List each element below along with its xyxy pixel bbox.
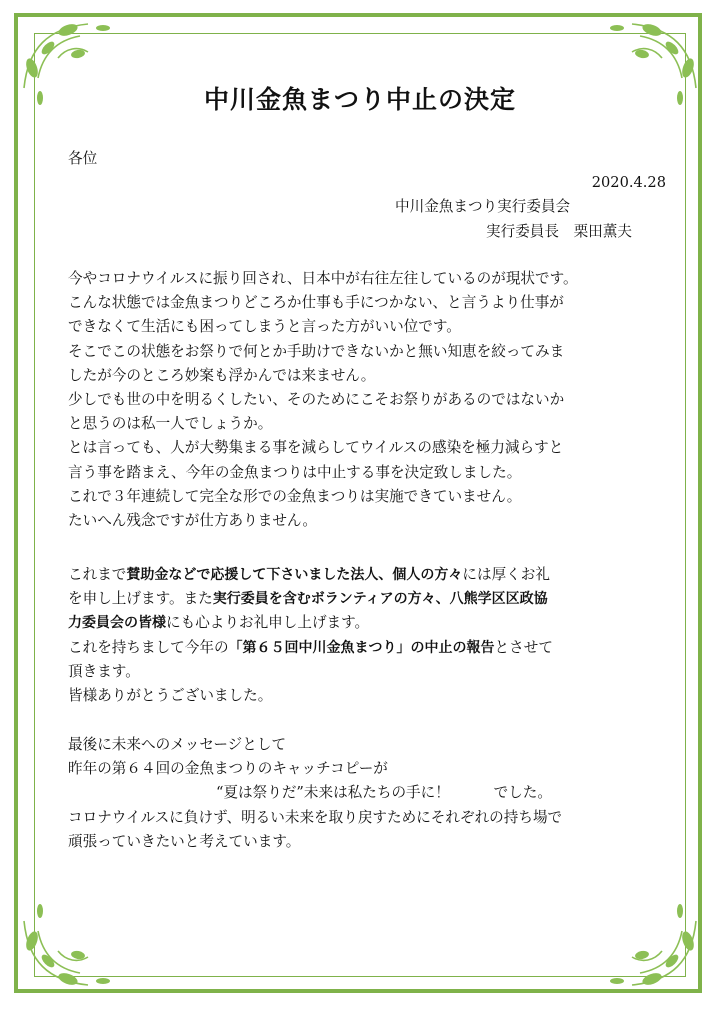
text-line: 頂きます。	[68, 662, 140, 680]
text-run: を申し上げます。また	[68, 590, 213, 608]
text-run: とさせて	[494, 638, 553, 656]
floral-corner-bottom-left	[18, 881, 138, 991]
text-run: これまで	[68, 566, 127, 583]
text-line: 最後に未来へのメッセージとして	[68, 736, 287, 753]
paragraph-2	[68, 563, 668, 708]
text-line: 少しでも世の中を明るくしたい、そのためにこそお祭りがあるのではないか	[68, 391, 565, 409]
text-line	[68, 611, 668, 635]
text-line: 昨年の第６４回の金魚まつりのキャッチコピーが	[68, 760, 388, 778]
text-line: したが今のところ妙案も浮かんでは来ません。	[68, 366, 376, 384]
date: 2020.4.28	[591, 174, 666, 192]
text-line: こんな状態では金魚まつりどころか仕事も手につかない、と言うより仕事が	[68, 294, 564, 312]
text-run: これを持ちまして今年の	[68, 638, 229, 656]
text-run: には厚くお礼	[462, 566, 550, 583]
paragraph-3	[68, 733, 668, 854]
text-line: そこでこの状態をお祭りで何とか手助けできないかと無い知恵を絞ってみま	[68, 342, 565, 360]
text-line: 今やコロナウイルスに振り回され、日本中が右往左往しているのが現状です。	[68, 270, 578, 287]
text-line: コロナウイルスに負けず、明るい未来を取り戻すためにそれぞれの持ち場で	[68, 808, 563, 826]
signer: 実行委員長 栗田薫夫	[486, 222, 632, 240]
bold-run: 力委員会の皆様	[68, 615, 166, 632]
floral-corner-bottom-right	[582, 881, 702, 991]
bold-run: 「第６５回中川金魚まつり」の中止の報告	[228, 639, 495, 656]
catch-copy: “夏は祭りだ”未来は私たちの手に！ でした。	[216, 784, 552, 802]
text-line: とは言っても、人が大勢集まる事を減らしてウイルスの感染を極力減らすと	[68, 439, 564, 457]
organization: 中川金魚まつり実行委員会	[395, 198, 571, 216]
text-line	[68, 587, 668, 611]
bold-run: 実行委員を含むボランティアの方々、八熊学区区政協	[212, 591, 548, 608]
letter-header	[68, 147, 668, 244]
text-line: と思うのは私一人でしょうか。	[68, 415, 273, 433]
text-line: 頑張っていきたいと考えています。	[68, 832, 301, 850]
text-line	[68, 563, 668, 587]
paragraph-1	[68, 267, 668, 533]
text-run: にも心よりお礼申し上げます。	[166, 614, 370, 632]
text-line: たいへん残念ですが仕方ありません。	[68, 512, 317, 530]
text-line: 皆様ありがとうございました。	[68, 687, 273, 705]
text-line	[68, 636, 668, 660]
bold-run: 賛助金などで応援して下さいました法人、個人の方々	[126, 567, 463, 583]
text-line: 言う事を踏まえ、今年の金魚まつりは中止する事を決定致しました。	[68, 463, 522, 481]
text-line: できなくて生活にも困ってしまうと言った方がいい位です。	[68, 318, 461, 336]
text-line: これで３年連続して完全な形での金魚まつりは実施できていません。	[68, 487, 522, 505]
salutation: 各位	[68, 150, 98, 167]
page-title: 中川金魚まつり中止の決定	[203, 85, 516, 114]
